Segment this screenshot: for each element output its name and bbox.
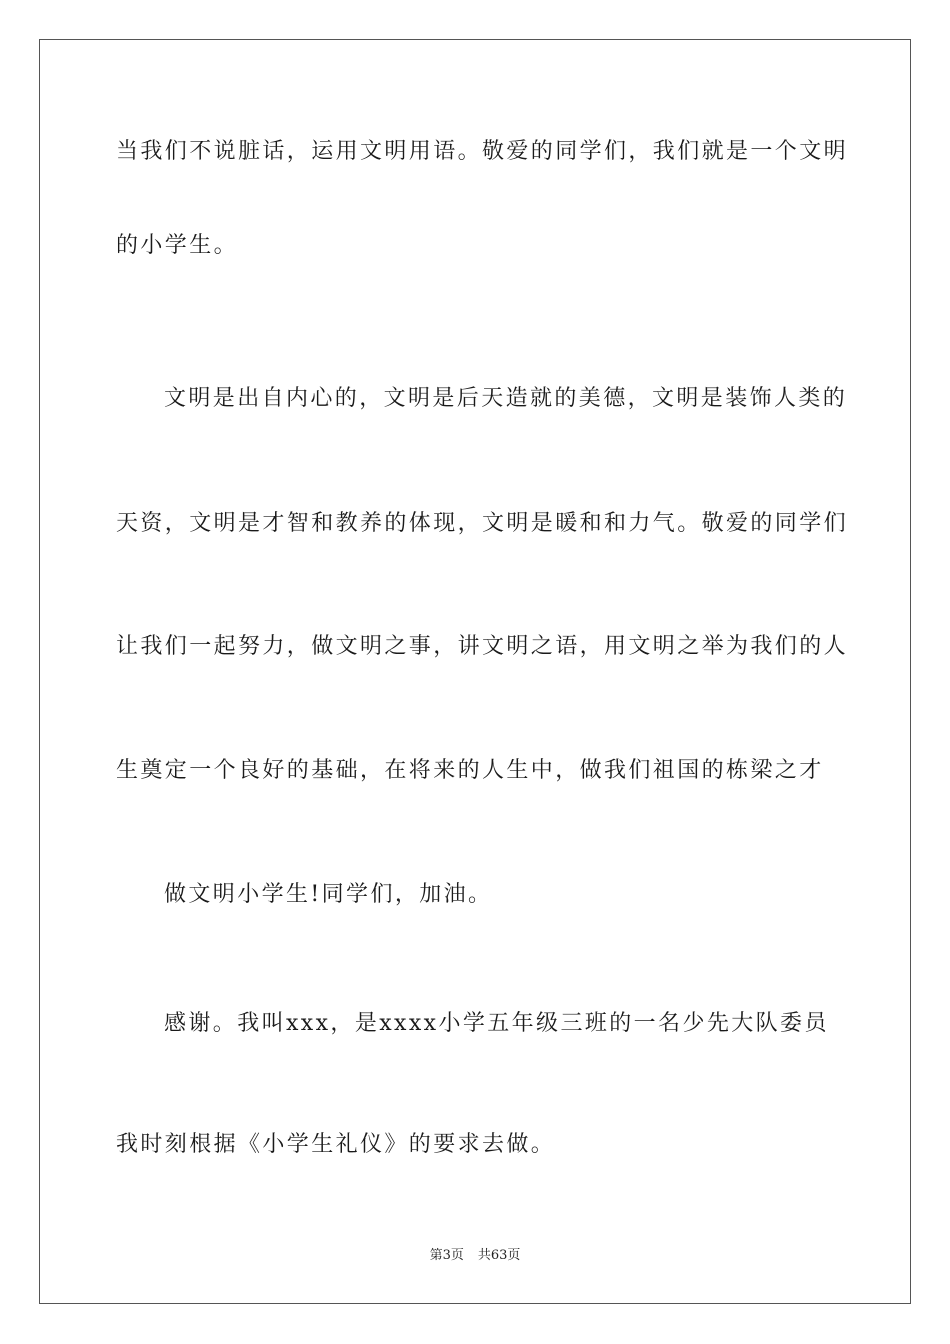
text-line-8: 感谢。我叫xxx，是xxxx小学五年级三班的一名少先大队委员 — [164, 1011, 829, 1036]
text-line-2: 的小学生。 — [116, 233, 239, 258]
text-line-9: 我时刻根据《小学生礼仪》的要求去做。 — [116, 1132, 556, 1157]
page-frame — [39, 39, 911, 1304]
text-line-5: 让我们一起努力，做文明之事，讲文明之语，用文明之举为我们的人 — [116, 634, 849, 659]
page-number: 第3页 — [429, 1248, 464, 1263]
text-line-6: 生奠定一个良好的基础，在将来的人生中，做我们祖国的栋梁之才 — [116, 758, 824, 783]
text-line-4: 天资，文明是才智和教养的体现，文明是暖和和力气。敬爱的同学们 — [116, 511, 849, 536]
page-footer — [0, 1247, 950, 1265]
text-line-7: 做文明小学生!同学们，加油。 — [164, 882, 493, 907]
text-line-3: 文明是出自内心的，文明是后天造就的美德，文明是装饰人类的 — [164, 386, 848, 411]
text-line-1: 当我们不说脏话，运用文明用语。敬爱的同学们，我们就是一个文明 — [116, 139, 849, 164]
page-total: 共63页 — [477, 1248, 521, 1263]
